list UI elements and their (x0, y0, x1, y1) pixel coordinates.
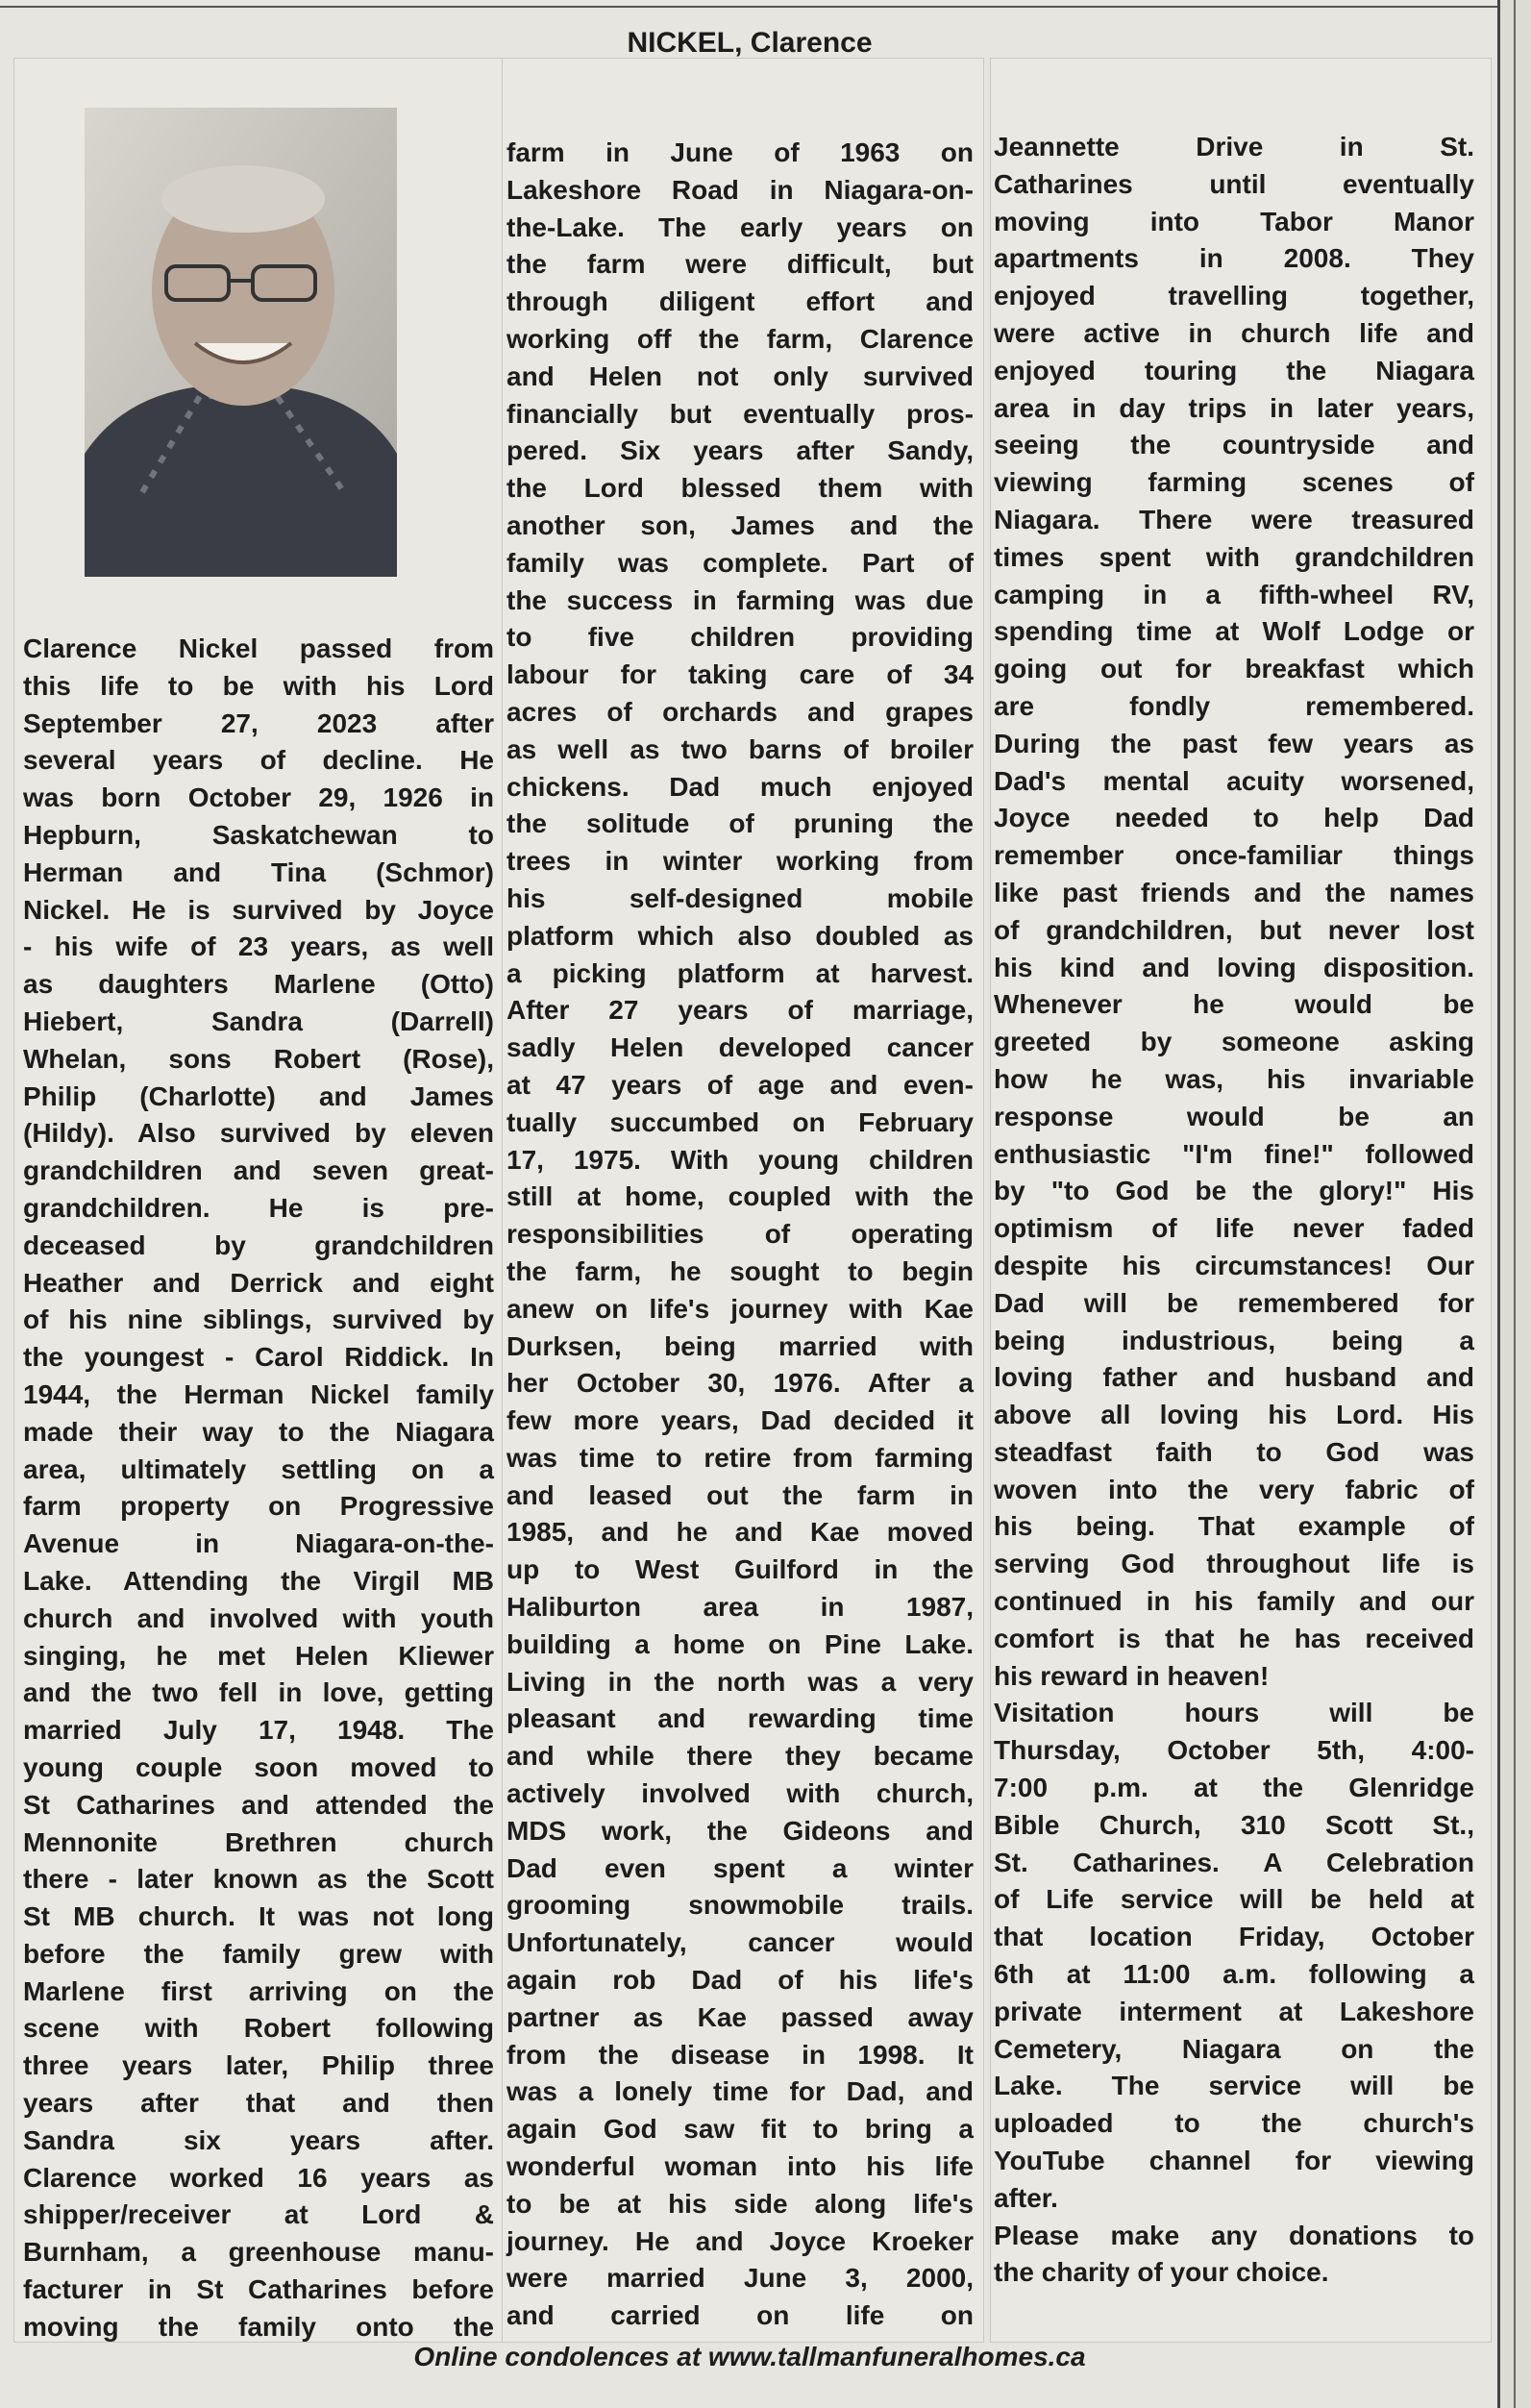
text-line: Sandra six years after. (23, 2124, 494, 2155)
text-line: how he was, his invariable (994, 1063, 1474, 1094)
paragraph (23, 631, 494, 2346)
adjacent-column-rule (1514, 0, 1516, 2408)
text-line: the success in farming was due (506, 584, 974, 615)
text-line: private interment at Lakeshore (994, 1996, 1474, 2026)
text-line: and the two fell in love, getting (23, 1677, 494, 1708)
text-line: was born October 29, 1926 in (23, 782, 494, 813)
text-line: his reward in heaven! (994, 1660, 1270, 1691)
text-line: Visitation hours will be (994, 1698, 1474, 1728)
text-line: grandchildren and seven great- (23, 1155, 494, 1186)
text-line: 7:00 p.m. at the Glenridge (994, 1773, 1474, 1803)
text-line: young couple soon moved to (23, 1751, 494, 1782)
text-line: Avenue in Niagara-on-the- (23, 1528, 494, 1559)
text-line: there - later known as the Scott (23, 1864, 494, 1895)
text-line: trees in winter working from (506, 846, 974, 877)
text-line: comfort is that he has received (994, 1623, 1474, 1653)
text-line: Joyce needed to help Dad (994, 803, 1474, 833)
text-line: as daughters Marlene (Otto) (23, 969, 494, 1000)
text-line: (Hildy). Also survived by eleven (23, 1118, 494, 1149)
text-line: partner as Kae passed away (506, 2001, 974, 2032)
text-line: Living in the north was a very (506, 1666, 974, 1697)
text-line: and carried on life on (506, 2300, 974, 2331)
text-line: deceased by grandchildren (23, 1229, 494, 1260)
text-line: several years of decline. He (23, 745, 494, 776)
text-line: woven into the very fabric of (994, 1474, 1474, 1504)
paragraph (994, 2218, 1474, 2293)
adjacent-page-strip (1500, 0, 1531, 2408)
text-line: Hepburn, Saskatchewan to (23, 819, 494, 850)
text-line: - his wife of 23 years, as well (23, 931, 494, 962)
text-line: were active in church life and (994, 317, 1474, 348)
text-line: Dad even spent a winter (506, 1852, 974, 1883)
text-line: after. (994, 2182, 1058, 2213)
text-line: was time to retire from farming (506, 1442, 974, 1473)
text-line: actively involved with church, (506, 1778, 974, 1809)
text-line: his being. That example of (994, 1511, 1474, 1542)
text-line: like past friends and the names (994, 877, 1474, 907)
text-line: greeted by someone asking (994, 1027, 1474, 1057)
text-line: enjoyed travelling together, (994, 281, 1474, 311)
text-line: still at home, coupled with the (506, 1181, 974, 1212)
text-line: spending time at Wolf Lodge or (994, 616, 1474, 647)
text-line: anew on life's journey with Kae (506, 1293, 974, 1324)
text-line: singing, he met Helen Kliewer (23, 1640, 494, 1671)
text-line: Heather and Derrick and eight (23, 1267, 494, 1298)
text-line: the farm were difficult, but (506, 249, 974, 280)
text-line: times spent with grandchildren (994, 541, 1474, 572)
text-line: a picking platform at harvest. (506, 957, 974, 988)
text-line: again rob Dad of his life's (506, 1965, 974, 1996)
text-line: of his nine siblings, survived by (23, 1304, 494, 1335)
text-line: 1944, the Herman Nickel family (23, 1378, 494, 1409)
text-line: Mennonite Brethren church (23, 1826, 494, 1857)
text-line: 17, 1975. With young children (506, 1144, 974, 1175)
text-line: enthusiastic "I'm fine!" followed (994, 1138, 1474, 1169)
text-line: above all loving his Lord. His (994, 1400, 1474, 1430)
text-line: few more years, Dad decided it (506, 1405, 974, 1436)
text-line: shipper/receiver at Lord & (23, 2199, 494, 2230)
text-line: the solitude of pruning the (506, 808, 974, 839)
text-line: sadly Helen developed cancer (506, 1032, 974, 1063)
text-line: again God saw fit to bring a (506, 2114, 974, 2145)
text-line: grandchildren. He is pre- (23, 1192, 494, 1223)
text-line: viewing farming scenes of (994, 467, 1474, 498)
text-line: married July 17, 1948. The (23, 1715, 494, 1746)
text-line: Durksen, being married with (506, 1330, 974, 1361)
text-line: Thursday, October 5th, 4:00- (994, 1735, 1474, 1766)
text-line: were married June 3, 2000, (506, 2263, 974, 2294)
text-line: farm property on Progressive (23, 1491, 494, 1522)
text-line: farm in June of 1963 on (506, 137, 974, 167)
text-line: the charity of your choice. (994, 2257, 1329, 2288)
text-line: Herman and Tina (Schmor) (23, 856, 494, 887)
text-line: years after that and then (23, 2088, 494, 2119)
text-line: made their way to the Niagara (23, 1416, 494, 1447)
text-line: family was complete. Part of (506, 547, 974, 578)
text-line: Whenever he would be (994, 989, 1474, 1020)
text-line: the Lord blessed them with (506, 473, 974, 504)
text-line: from the disease in 1998. It (506, 2039, 974, 2070)
text-line: the farm, he sought to begin (506, 1255, 974, 1286)
text-line: Clarence worked 16 years as (23, 2162, 494, 2193)
text-line: MDS work, the Gideons and (506, 1815, 974, 1846)
text-line: Haliburton area in 1987, (506, 1592, 974, 1623)
text-line: facturer in St Catharines before (23, 2274, 494, 2305)
text-line: platform which also doubled as (506, 920, 974, 951)
text-line: chickens. Dad much enjoyed (506, 771, 974, 802)
text-line: despite his circumstances! Our (994, 1250, 1474, 1280)
page-border-top (0, 6, 1499, 8)
paragraph (994, 129, 1474, 1695)
text-line: Cemetery, Niagara on the (994, 2033, 1474, 2064)
text-line: to five children providing (506, 622, 974, 653)
text-line: of Life service will be held at (994, 1884, 1474, 1915)
text-line: and leased out the farm in (506, 1479, 974, 1510)
text-line: remember once-familiar things (994, 840, 1474, 871)
text-line: optimism of life never faded (994, 1213, 1474, 1244)
text-line: labour for taking care of 34 (506, 659, 974, 690)
paragraph (994, 1695, 1474, 2217)
text-line: this life to be with his Lord (23, 670, 494, 701)
text-line: St Catharines and attended the (23, 1789, 494, 1820)
text-line: Lake. Attending the Virgil MB (23, 1565, 494, 1596)
text-line: working off the farm, Clarence (506, 323, 974, 354)
text-line: moving the family onto the (23, 2311, 494, 2342)
text-line: area in day trips in later years, (994, 392, 1474, 423)
text-line: Whelan, sons Robert (Rose), (23, 1043, 494, 1074)
text-line: being industrious, being a (994, 1325, 1474, 1355)
text-line: steadfast faith to God was (994, 1436, 1474, 1467)
text-line: three years later, Philip three (23, 2050, 494, 2081)
text-line: as well as two barns of broiler (506, 733, 974, 764)
text-line: and while there they became (506, 1741, 974, 1772)
text-line: of grandchildren, but never lost (994, 914, 1474, 945)
text-line: building a home on Pine Lake. (506, 1628, 974, 1659)
text-line: church and involved with youth (23, 1602, 494, 1633)
portrait-image (85, 108, 397, 577)
text-line: camping in a fifth-wheel RV, (994, 579, 1474, 609)
text-line: Hiebert, Sandra (Darrell) (23, 1005, 494, 1036)
text-line: her October 30, 1976. After a (506, 1368, 974, 1399)
text-line: Marlene first arriving on the (23, 1975, 494, 2006)
text-line: Clarence Nickel passed from (23, 633, 494, 663)
text-line: serving God throughout life is (994, 1549, 1474, 1579)
text-line: enjoyed touring the Niagara (994, 355, 1474, 385)
text-line: Lakeshore Road in Niagara-on- (506, 174, 974, 205)
text-line: was a lonely time for Dad, and (506, 2076, 974, 2107)
text-line: area, ultimately settling on a (23, 1453, 494, 1484)
text-line: at 47 years of age and even- (506, 1069, 974, 1100)
text-line: Philip (Charlotte) and James (23, 1080, 494, 1111)
text-line: responsibilities of operating (506, 1219, 974, 1250)
text-line: acres of orchards and grapes (506, 696, 974, 727)
text-line: response would be an (994, 1101, 1474, 1131)
text-line: apartments in 2008. They (994, 243, 1474, 274)
text-line: his kind and loving disposition. (994, 952, 1474, 982)
text-line: seeing the countryside and (994, 430, 1474, 460)
text-line: are fondly remembered. (994, 690, 1474, 721)
obituary-column-1 (23, 631, 494, 2346)
text-line: loving father and husband and (994, 1362, 1474, 1393)
text-line: his self-designed mobile (506, 882, 974, 913)
text-line: wonderful woman into his life (506, 2151, 974, 2182)
text-line: up to West Guilford in the (506, 1554, 974, 1585)
text-line: Burnham, a greenhouse manu- (23, 2237, 494, 2268)
text-line: that location Friday, October (994, 1922, 1474, 1952)
text-line: through diligent effort and (506, 286, 974, 317)
text-line: to be at his side along life's (506, 2188, 974, 2219)
text-line: going out for breakfast which (994, 654, 1474, 684)
text-line: tually succumbed on February (506, 1106, 974, 1137)
text-line: pleasant and rewarding time (506, 1703, 974, 1734)
text-line: Dad's mental acuity worsened, (994, 765, 1474, 796)
obituary-title: NICKEL, Clarence (627, 27, 873, 59)
paragraph (506, 135, 974, 2335)
text-line: Bible Church, 310 Scott St., (994, 1809, 1474, 1840)
obituary-column-3 (994, 129, 1474, 2292)
text-line: the-Lake. The early years on (506, 211, 974, 242)
text-line: continued in his family and our (994, 1586, 1474, 1617)
text-line: by "to God be the glory!" His (994, 1176, 1474, 1206)
text-line: journey. He and Joyce Kroeker (506, 2225, 974, 2256)
text-line: scene with Robert following (23, 2013, 494, 2044)
text-line: September 27, 2023 after (23, 708, 494, 738)
text-line: financially but eventually pros- (506, 398, 974, 429)
text-line: Lake. The service will be (994, 2071, 1474, 2101)
text-line: grooming snowmobile trails. (506, 1890, 974, 1921)
text-line: uploaded to the church's (994, 2108, 1474, 2139)
text-line: St. Catharines. A Celebration (994, 1847, 1474, 1877)
text-line: Unfortunately, cancer would (506, 1927, 974, 1958)
text-line: and Helen not only survived (506, 360, 974, 391)
portrait-photo (85, 108, 397, 577)
text-line: YouTube channel for viewing (994, 2146, 1474, 2176)
obituary-column-2 (506, 135, 974, 2335)
text-line: pered. Six years after Sandy, (506, 435, 974, 466)
text-line: before the family grew with (23, 1938, 494, 1969)
text-line: St MB church. It was not long (23, 1901, 494, 1932)
text-line: After 27 years of marriage, (506, 995, 974, 1026)
text-line: Jeannette Drive in St. (994, 132, 1474, 161)
text-line: the youngest - Carol Riddick. In (23, 1342, 494, 1373)
text-line: Niagara. There were treasured (994, 504, 1474, 534)
text-line: another son, James and the (506, 509, 974, 540)
text-line: Dad will be remembered for (994, 1287, 1474, 1318)
text-line: During the past few years as (994, 728, 1474, 758)
text-line: Nickel. He is survived by Joyce (23, 894, 494, 925)
text-line: Please make any donations to (994, 2220, 1474, 2250)
text-line: Catharines until eventually (994, 168, 1474, 199)
text-line: moving into Tabor Manor (994, 206, 1474, 236)
text-line: 1985, and he and Kae moved (506, 1517, 974, 1548)
online-condolences-note: Online condolences at www.tallmanfuneralhomes.ca (413, 2342, 1086, 2371)
text-line: 6th at 11:00 a.m. following a (994, 1959, 1474, 1990)
